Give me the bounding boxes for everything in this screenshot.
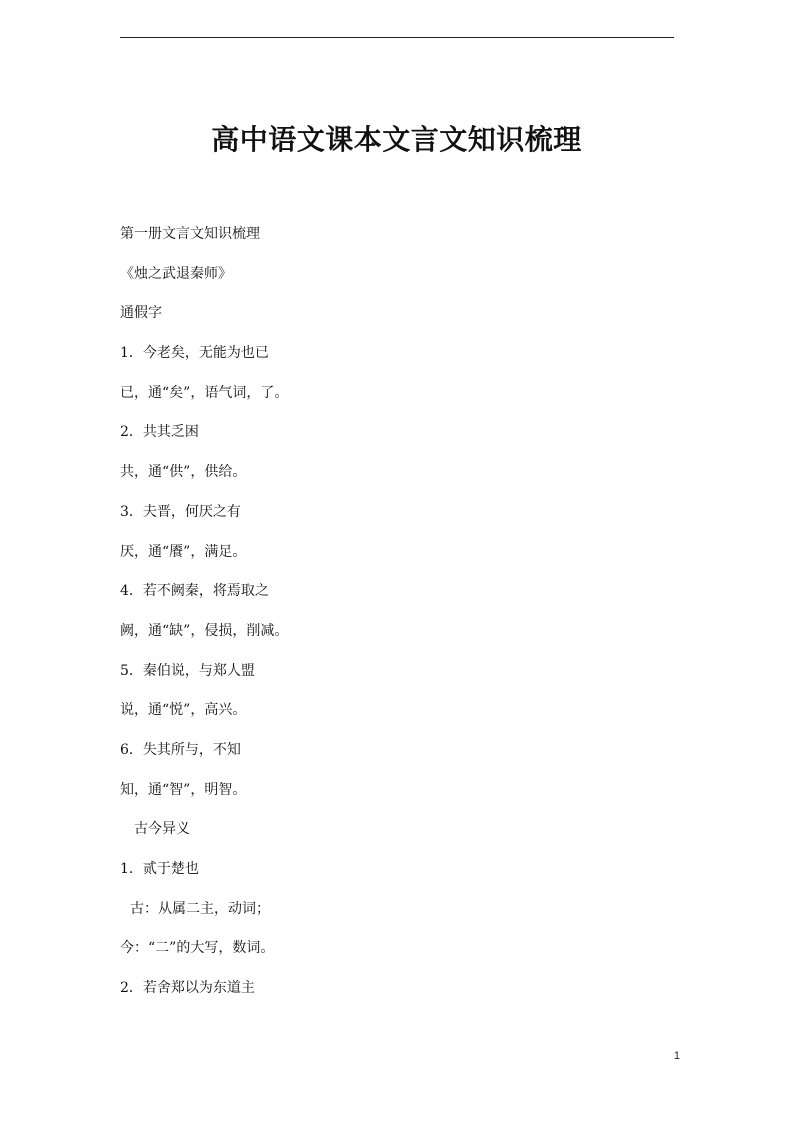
header-rule bbox=[120, 37, 674, 38]
text-title: 《烛之武退秦师》 bbox=[120, 265, 232, 282]
example-sentence: 1．贰于楚也 bbox=[120, 861, 199, 877]
explanation: 已，通“矣”，语气词，了。 bbox=[120, 384, 289, 401]
example-sentence: 1．今老矣，无能为也已 bbox=[120, 345, 269, 362]
section-heading: 第一册文言文知识梳理 bbox=[120, 226, 260, 242]
page-number: 1 bbox=[673, 1050, 680, 1062]
explanation: 古：从属二主，动词； bbox=[130, 900, 270, 917]
explanation: 共，通“供”，供给。 bbox=[120, 464, 247, 481]
explanation: 知，通“智”，明智。 bbox=[120, 781, 247, 798]
category-heading: 通假字 bbox=[120, 305, 162, 322]
document-title: 高中语文课本文言文知识梳理 bbox=[211, 123, 582, 156]
example-sentence: 6．失其所与，不知 bbox=[120, 741, 241, 758]
explanation: 今：“二”的大写，数词。 bbox=[120, 940, 275, 957]
explanation: 阙，通“缺”，侵损，削减。 bbox=[120, 622, 289, 639]
explanation: 厌，通“餍”，满足。 bbox=[120, 543, 247, 560]
category-heading: 古今异义 bbox=[134, 821, 190, 838]
example-sentence: 5．秦伯说，与郑人盟 bbox=[120, 662, 255, 679]
example-sentence: 4．若不阙秦，将焉取之 bbox=[120, 583, 269, 600]
example-sentence: 2．共其乏困 bbox=[120, 424, 199, 441]
example-sentence: 2．若舍郑以为东道主 bbox=[120, 980, 255, 997]
explanation: 说，通“悦”，高兴。 bbox=[120, 702, 247, 719]
document-body bbox=[120, 222, 680, 1016]
example-sentence: 3．夫晋，何厌之有 bbox=[120, 503, 241, 520]
